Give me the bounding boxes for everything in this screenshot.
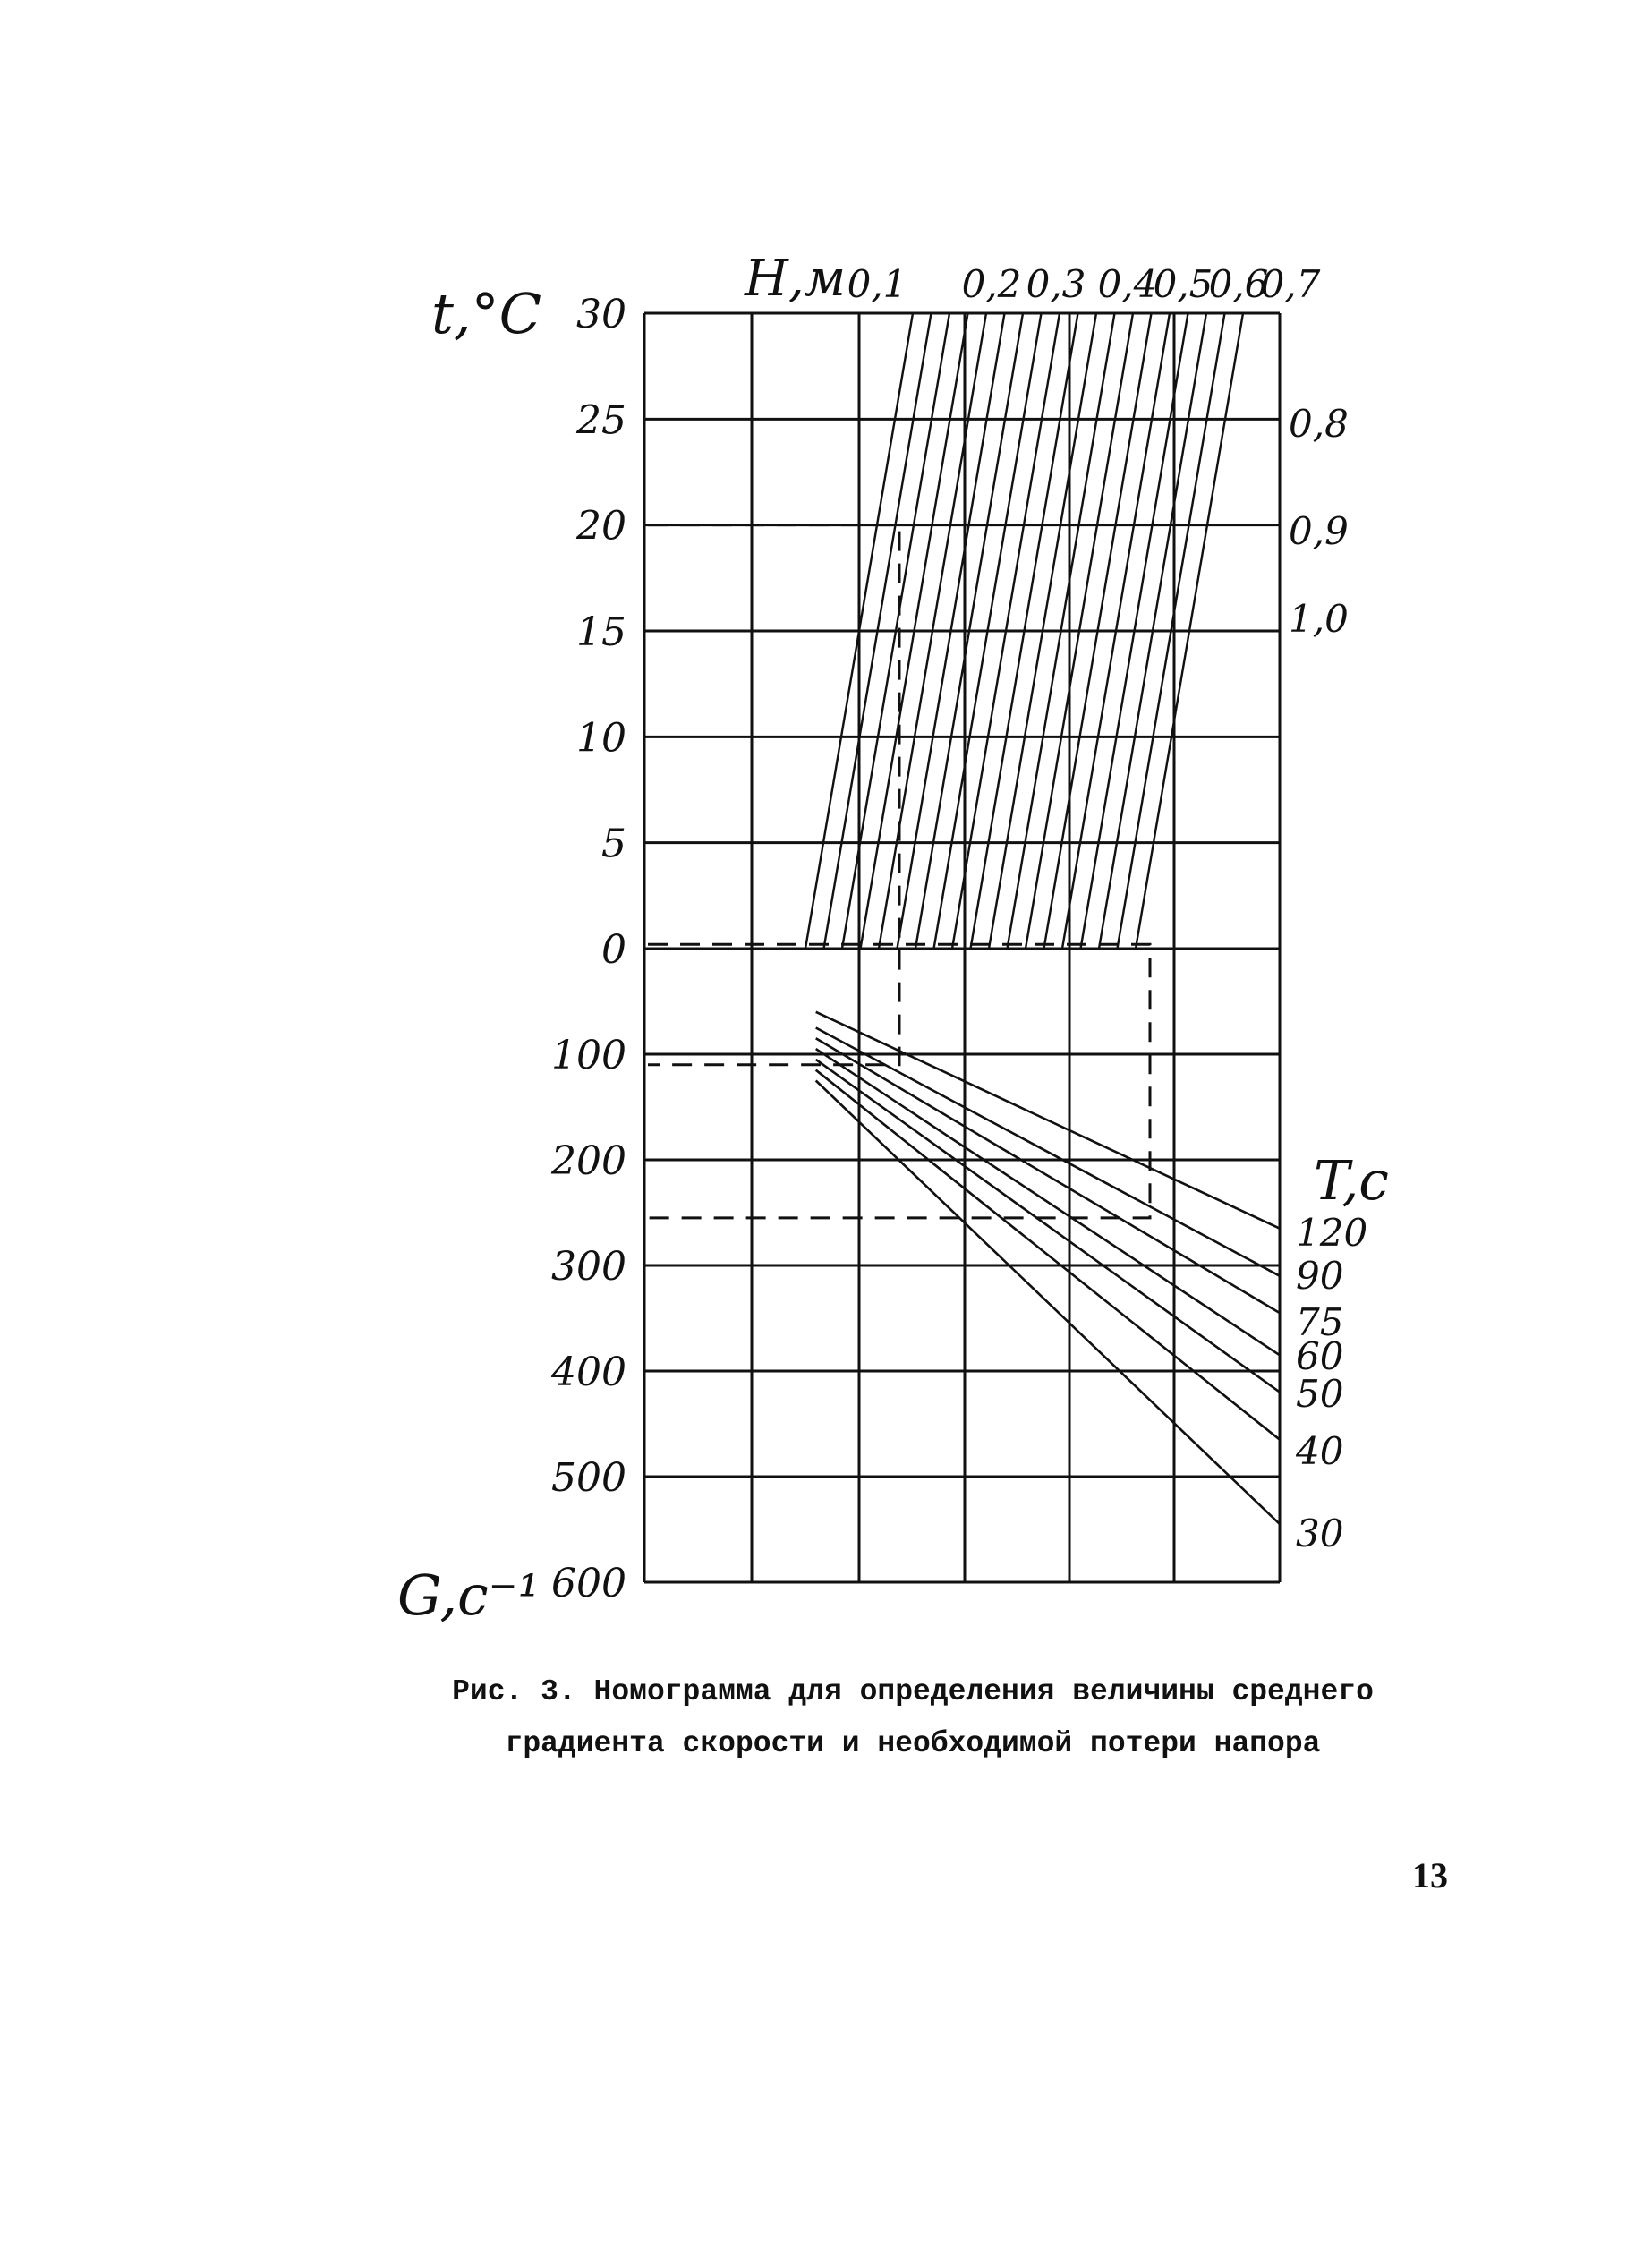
t-tick-label: 25	[576, 397, 626, 444]
t-tick-label: 15	[576, 609, 626, 655]
h-top-label: 0,6	[1208, 262, 1269, 306]
series-line-75	[816, 1038, 1280, 1313]
series-line-90	[816, 1028, 1280, 1276]
h-top-label: 0,2	[961, 262, 1022, 306]
series-label-50: 50	[1296, 1372, 1344, 1416]
series-label-30: 30	[1296, 1512, 1344, 1555]
g-tick-label: 300	[551, 1244, 626, 1290]
caption-line-2: градиента скорости и необходимой потери напора	[505, 1727, 1321, 1760]
h-top-label: 0,5	[1153, 262, 1213, 306]
g-tick-label: 200	[551, 1138, 626, 1184]
t-tick-label: 5	[601, 821, 626, 867]
h-right-label: 1,0	[1289, 597, 1349, 641]
page-number: 13	[1412, 1855, 1448, 1895]
h-top-label: 0,7	[1260, 262, 1321, 306]
example-path-1	[648, 525, 899, 1065]
g-axis-title: G,с⁻¹	[397, 1563, 541, 1628]
series-label-40: 40	[1296, 1429, 1344, 1473]
series-label-120: 120	[1296, 1211, 1368, 1255]
g-tick-label: 400	[551, 1350, 626, 1395]
figure-caption	[340, 1666, 1486, 1770]
series-label-60: 60	[1296, 1334, 1344, 1378]
series-label-90: 90	[1296, 1254, 1344, 1298]
g-tick-label: 100	[551, 1033, 626, 1078]
series-line-120	[816, 1012, 1280, 1229]
h-right-label: 0,9	[1289, 509, 1349, 553]
h-axis-title: H,м	[745, 250, 847, 308]
t-tick-label: 20	[576, 503, 626, 549]
h-right-label: 0,8	[1289, 402, 1349, 446]
chart-labels	[550, 262, 1367, 1606]
caption-line-1: Рис. 3. Номограмма для определения величины среднего	[452, 1675, 1374, 1708]
series-line-30	[816, 1081, 1280, 1525]
series-label-75: 75	[1296, 1300, 1344, 1344]
time-lines	[816, 1012, 1280, 1524]
t-tick-label: 30	[576, 292, 626, 337]
series-line-50	[816, 1060, 1280, 1393]
t-series-title: T,с	[1314, 1150, 1389, 1213]
t-axis-title: t,°C	[431, 281, 542, 346]
series-line-60	[816, 1049, 1280, 1355]
h-top-label: 0,3	[1026, 262, 1086, 306]
chart-grid	[644, 313, 1280, 1582]
series-line-40	[816, 1070, 1280, 1440]
t-tick-label: 10	[576, 715, 626, 762]
h-top-label: 0,1	[847, 262, 907, 306]
t-tick-label: 0	[601, 927, 626, 973]
h-top-label: 0,4	[1097, 262, 1158, 306]
g-tick-label: 500	[551, 1455, 626, 1501]
g-tick-label: 600	[551, 1561, 626, 1606]
